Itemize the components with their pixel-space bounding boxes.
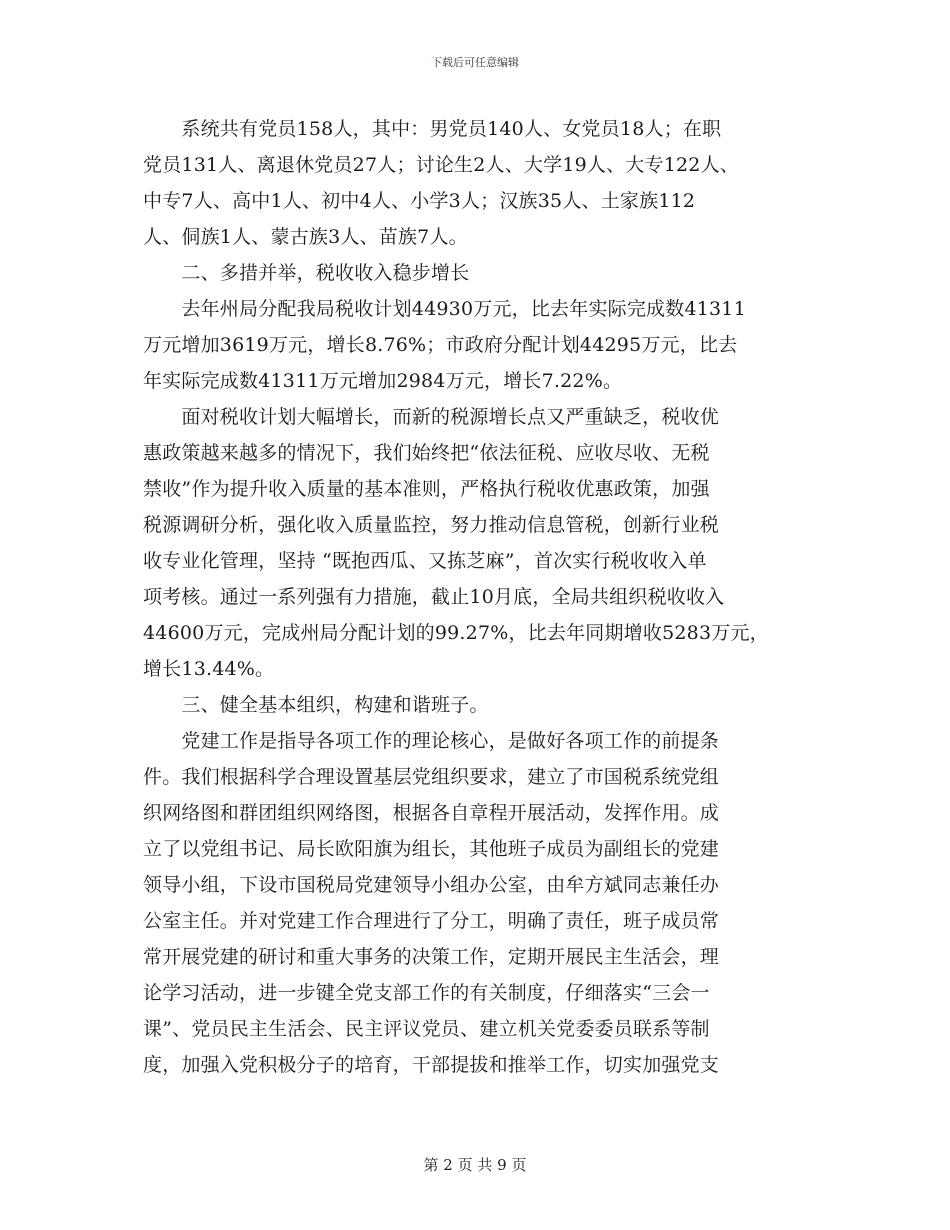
- text-line: 课”、党员民主生活会、民主评议党员、建立机关党委委员联系等制: [143, 1018, 710, 1040]
- text-line: 度，加强入党积极分子的培育，干部提拔和推举工作，切实加强党支: [143, 1054, 720, 1076]
- text-line: 领导小组，下设市国税局党建领导小组办公室，由牟方斌同志兼任办: [143, 874, 720, 896]
- text-line: 常开展党建的研讨和重大事务的决策工作，定期开展民主生活会，理: [143, 946, 720, 968]
- section-heading: 三、健全基本组织，构建和谐班子。: [143, 694, 489, 716]
- page-number: 第 2 页 共 9 页: [423, 1156, 527, 1174]
- document-body: [143, 111, 815, 1083]
- text-line: 人、侗族1人、蒙古族3人、苗族7人。: [143, 226, 468, 248]
- text-line: 项考核。通过一系列强有力措施，截止10月底，全局共组织税收收入: [143, 586, 725, 608]
- page-header: 下载后可任意编辑: [431, 56, 519, 69]
- text-line: 禁收”作为提升收入质量的基本准则，严格执行税收优惠政策，加强: [143, 478, 710, 500]
- section-heading: 二、多措并举，税收收入稳步增长: [143, 262, 470, 284]
- text-line: 年实际完成数41311万元增加2984万元，增长7.22%。: [143, 370, 623, 392]
- text-line: 税源调研分析，强化收入质量监控，努力推动信息管税，创新行业税: [143, 514, 720, 536]
- text-line: 去年州局分配我局税收计划44930万元，比去年实际完成数41311: [143, 298, 746, 320]
- text-line: 织网络图和群团组织网络图，根据各自章程开展活动，发挥作用。成: [143, 802, 720, 824]
- text-line: 增长13.44%。: [143, 658, 275, 680]
- text-line: 44600万元，完成州局分配计划的99.27%，比去年同期增收5283万元，: [143, 622, 769, 644]
- text-line: 系统共有党员158人，其中：男党员140人、女党员18人；在职: [143, 118, 722, 140]
- text-line: 收专业化管理，坚持 “既抱西瓜、又拣芝麻”，首次实行税收收入单: [143, 550, 707, 572]
- text-line: 面对税收计划大幅增长，而新的税源增长点又严重缺乏，税收优: [143, 406, 720, 428]
- text-line: 惠政策越来越多的情况下，我们始终把“依法征税、应收尽收、无税: [143, 442, 710, 464]
- text-line: 党员131人、离退休党员27人；讨论生2人、大学19人、大专122人、: [143, 154, 739, 176]
- text-line: 件。我们根据科学合理设置基层党组织要求，建立了市国税系统党组: [143, 766, 720, 788]
- text-line: 立了以党组书记、局长欧阳旗为组长，其他班子成员为副组长的党建: [143, 838, 720, 860]
- text-line: 中专7人、高中1人、初中4人、小学3人；汉族35人、土家族112: [143, 190, 696, 212]
- text-line: 公室主任。并对党建工作合理进行了分工，明确了责任，班子成员常: [143, 910, 720, 932]
- text-line: 论学习活动，进一步键全党支部工作的有关制度，仔细落实“三会一: [143, 982, 710, 1004]
- text-line: 万元增加3619万元，增长8.76%；市政府分配计划44295万元，比去: [143, 334, 738, 356]
- text-line: 党建工作是指导各项工作的理论核心，是做好各项工作的前提条: [143, 730, 720, 752]
